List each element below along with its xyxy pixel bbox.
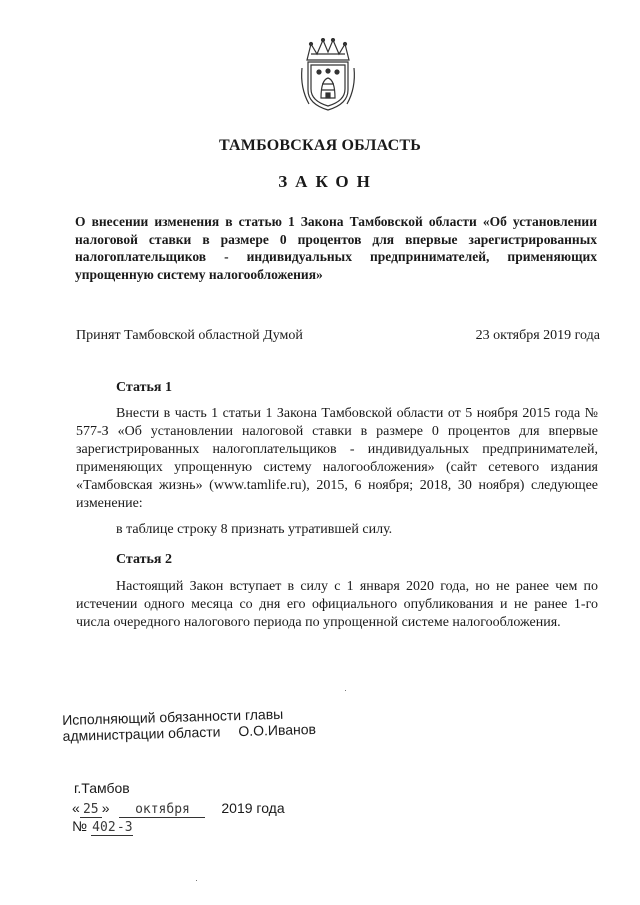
signing-month: октября — [119, 802, 205, 818]
scan-speck — [196, 880, 197, 881]
article-2-heading: Статья 2 — [116, 552, 172, 567]
article-1-text: Внести в часть 1 статьи 1 Закона Тамбовской области от 5 ноября 2015 года № 577-З «Об установлении налоговой ставки в размере 0 процентов для впервые зарегистрированных налогоплательщиков - индивидуальных предпринимателей, применяющих упрощенную систему налогообложения» (сайт сетевого издания «Тамбовская жизнь» (www.tamlife.ru), 2015, 6 ноября; 2018, 30 ноября) следующее изменение: — [76, 406, 598, 511]
signing-year: 2019 года — [221, 800, 285, 816]
law-number-suffix: -З — [116, 820, 133, 835]
law-title: О внесении изменения в статью 1 Закона Тамбовской области «Об установлении налоговой ставки в размере 0 процентов для впервые зарегистрированных налогоплательщиков - индивидуальных предпринимателей, применяющих упрощенную систему налогообложения» — [75, 214, 597, 282]
signature-block — [62, 705, 316, 744]
signer-position-line1: Исполняющий обязанности главы — [62, 705, 284, 728]
adoption-text: Принят Тамбовской областной Думой — [76, 328, 303, 343]
article-1-body — [76, 405, 598, 513]
law-number — [72, 818, 133, 836]
document-type: ЗАКОН — [278, 172, 378, 191]
adoption-date: 23 октября 2019 года — [475, 328, 600, 343]
signing-date — [72, 800, 285, 818]
number-sign: № — [72, 818, 88, 834]
article-1-change: в таблице строку 8 признать утратившей силу. — [116, 522, 393, 537]
article-1-heading: Статья 1 — [116, 380, 172, 395]
city: г.Тамбов — [74, 780, 130, 796]
article-2-body: Настоящий Закон вступает в силу с 1 января 2020 года, но не ранее чем по истечении одного месяца со дня его официального опубликования и не ранее 1-го числа очередного налогового периода по упрощенной системе налогообложения. — [76, 579, 598, 630]
signing-day: 25 — [80, 802, 102, 818]
law-number-value: 402 — [92, 820, 116, 835]
signer-position-line2: администрации области — [62, 723, 221, 744]
signer-name: О.О.Иванов — [238, 720, 317, 740]
scan-speck — [345, 690, 346, 691]
region-name: ТАМБОВСКАЯ ОБЛАСТЬ — [218, 137, 422, 154]
quote-close: » — [101, 800, 110, 816]
quote-open: « — [72, 800, 80, 816]
coat-of-arms-icon — [299, 38, 357, 112]
